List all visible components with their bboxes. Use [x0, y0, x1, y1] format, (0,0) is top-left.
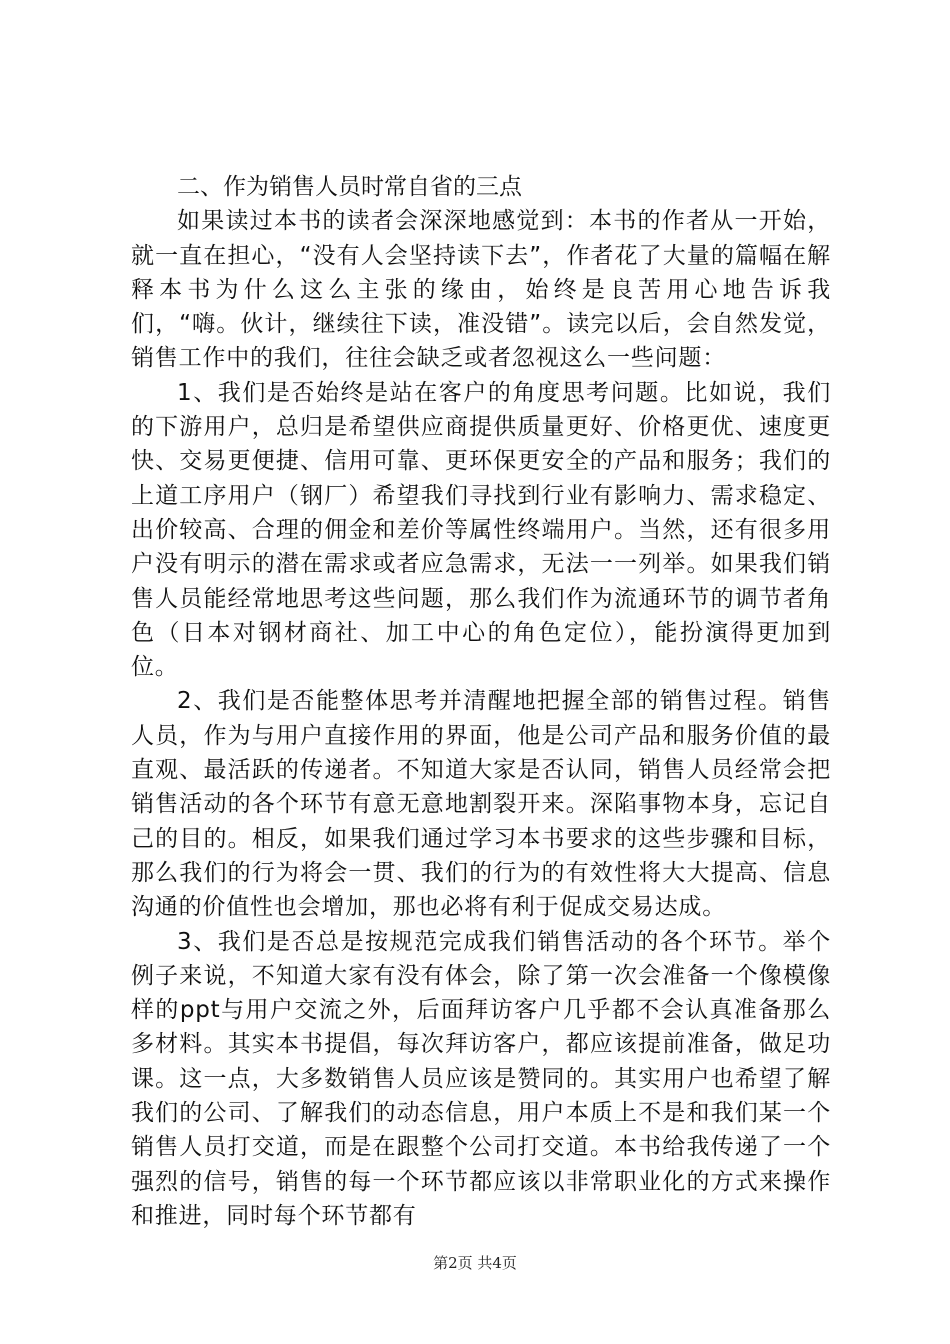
paragraph-point-3: 3、我们是否总是按规范完成我们销售活动的各个环节。举个例子来说，不知道大家有没有体会，除了第一次会准备一个像模像样的ppt与用户交流之外，后面拜访客户几乎都不会认真准备那么多材料。其实本书提倡，每次拜访客户，都应该提前准备，做足功课。这一点，大多数销售人员应该是赞同的。其实用户也希望了解我们的公司、了解我们的动态信息，用户本质上不是和我们某一个销售人员打交道，而是在跟整个公司打交道。本书给我传递了一个强烈的信号，销售的每一个环节都应该以非常职业化的方式来操作和推进，同时每个环节都有: [131, 928, 831, 1229]
paragraph-point-2: 2、我们是否能整体思考并清醒地把握全部的销售过程。销售人员，作为与用户直接作用的界面，他是公司产品和服务价值的最直观、最活跃的传递者。不知道大家是否认同，销售人员经常会把销售活动的各个环节有意无意地割裂开来。深陷事物本身，忘记自己的目的。相反，如果我们通过学习本书要求的这些步骤和目标，那么我们的行为将会一贯、我们的行为的有效性将大大提高、信息沟通的价值性也会增加，那也必将有利于促成交易达成。: [131, 688, 831, 921]
document-body: [131, 170, 831, 1233]
page-footer: 第2页 共4页: [433, 1254, 517, 1272]
section-heading: 二、作为销售人员时常自省的三点: [177, 174, 522, 200]
paragraph-point-1: 1、我们是否始终是站在客户的角度思考问题。比如说，我们的下游用户，总归是希望供应商提供质量更好、价格更优、速度更快、交易更便捷、信用可靠、更环保更安全的产品和服务；我们的上道工序用户（钢厂）希望我们寻找到行业有影响力、需求稳定、出价较高、合理的佣金和差价等属性终端用户。当然，还有很多用户没有明示的潜在需求或者应急需求，无法一一列举。如果我们销售人员能经常地思考这些问题，那么我们作为流通环节的调节者角色（日本对钢材商社、加工中心的角色定位），能扮演得更加到位。: [131, 379, 831, 681]
paragraph-intro: 如果读过本书的读者会深深地感觉到：本书的作者从一开始，就一直在担心，“没有人会坚持读下去”，作者花了大量的篇幅在解释本书为什么这么主张的缘由，始终是良苦用心地告诉我们，“嗨。伙计，继续往下读，准没错”。读完以后，会自然发觉，销售工作中的我们，往往会缺乏或者忽视这么一些问题：: [131, 208, 831, 372]
